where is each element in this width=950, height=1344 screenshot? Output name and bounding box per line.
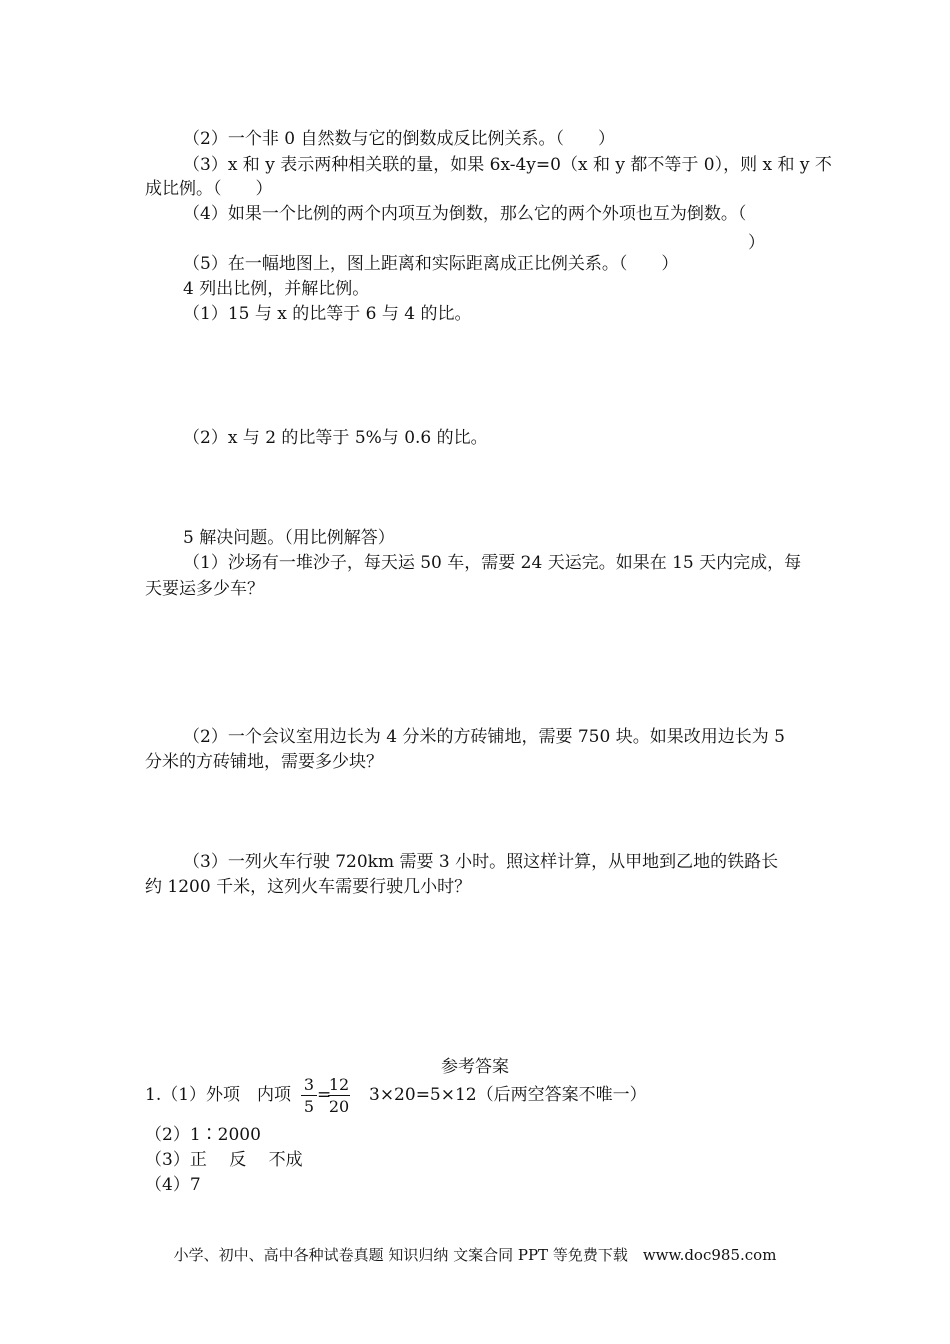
fraction1-numerator: 3 [303,1075,315,1094]
q4-item2: （2）x 与 2 的比等于 5%与 0.6 的比。 [183,428,488,448]
answer2: （2）1∶2000 [145,1125,261,1145]
answer3: （3）正 反 不成 [145,1150,303,1170]
answer1-suffix: 3×20=5×12（后两空答案不唯一） [369,1085,647,1105]
q3-item3-line2: 成比例。（ ） [145,179,273,199]
q4-heading: 4 列出比例，并解比例。 [183,279,370,299]
fraction2-denominator: 20 [328,1097,350,1116]
footer: 小学、初中、高中各种试卷真题 知识归纳 文案合同 PPT 等免费下载 www.doc985.com [173,1246,777,1264]
q3-item4-line1: （4）如果一个比例的两个内项互为倒数，那么它的两个外项也互为倒数。（ [183,204,747,224]
fraction1-denominator: 5 [303,1097,315,1116]
q5-item1-line1: （1）沙场有一堆沙子，每天运 50 车，需要 24 天运完。如果在 15 天内完成，每 [183,553,802,573]
q5-item2-line2: 分米的方砖铺地，需要多少块？ [145,752,383,772]
answer4: （4）7 [145,1175,201,1195]
answer1-prefix: 1.（1）外项 内项 [145,1085,292,1105]
answers-title: 参考答案 [441,1057,509,1077]
equals-sign: = [317,1085,332,1105]
fraction1-bar [301,1095,317,1096]
q4-item1: （1）15 与 x 的比等于 6 与 4 的比。 [183,304,472,324]
q5-item3-line2: 约 1200 千米，这列火车需要行驶几小时？ [145,877,472,897]
q3-item3-line1: （3）x 和 y 表示两种相关联的量，如果 6x-4y=0（x 和 y 都不等于 0），则 x 和 y 不 [183,155,832,175]
q3-item2: （2）一个非 0 自然数与它的倒数成反比例关系。（ ） [183,129,615,149]
q5-item2-line1: （2）一个会议室用边长为 4 分米的方砖铺地，需要 750 块。如果改用边长为 5 [183,727,785,747]
fraction2-numerator: 12 [328,1075,350,1094]
q5-item1-line2: 天要运多少车？ [145,579,264,599]
fraction2-bar [328,1095,350,1096]
q3-item4-line2: ） [748,233,765,253]
q5-item3-line1: （3）一列火车行驶 720km 需要 3 小时。照这样计算，从甲地到乙地的铁路长 [183,852,779,872]
q3-item5: （5）在一幅地图上，图上距离和实际距离成正比例关系。（ ） [183,254,679,274]
fraction-3-5 [301,1075,317,1116]
q5-heading: 5 解决问题。（用比例解答） [183,528,395,548]
fraction-12-20 [328,1075,350,1116]
